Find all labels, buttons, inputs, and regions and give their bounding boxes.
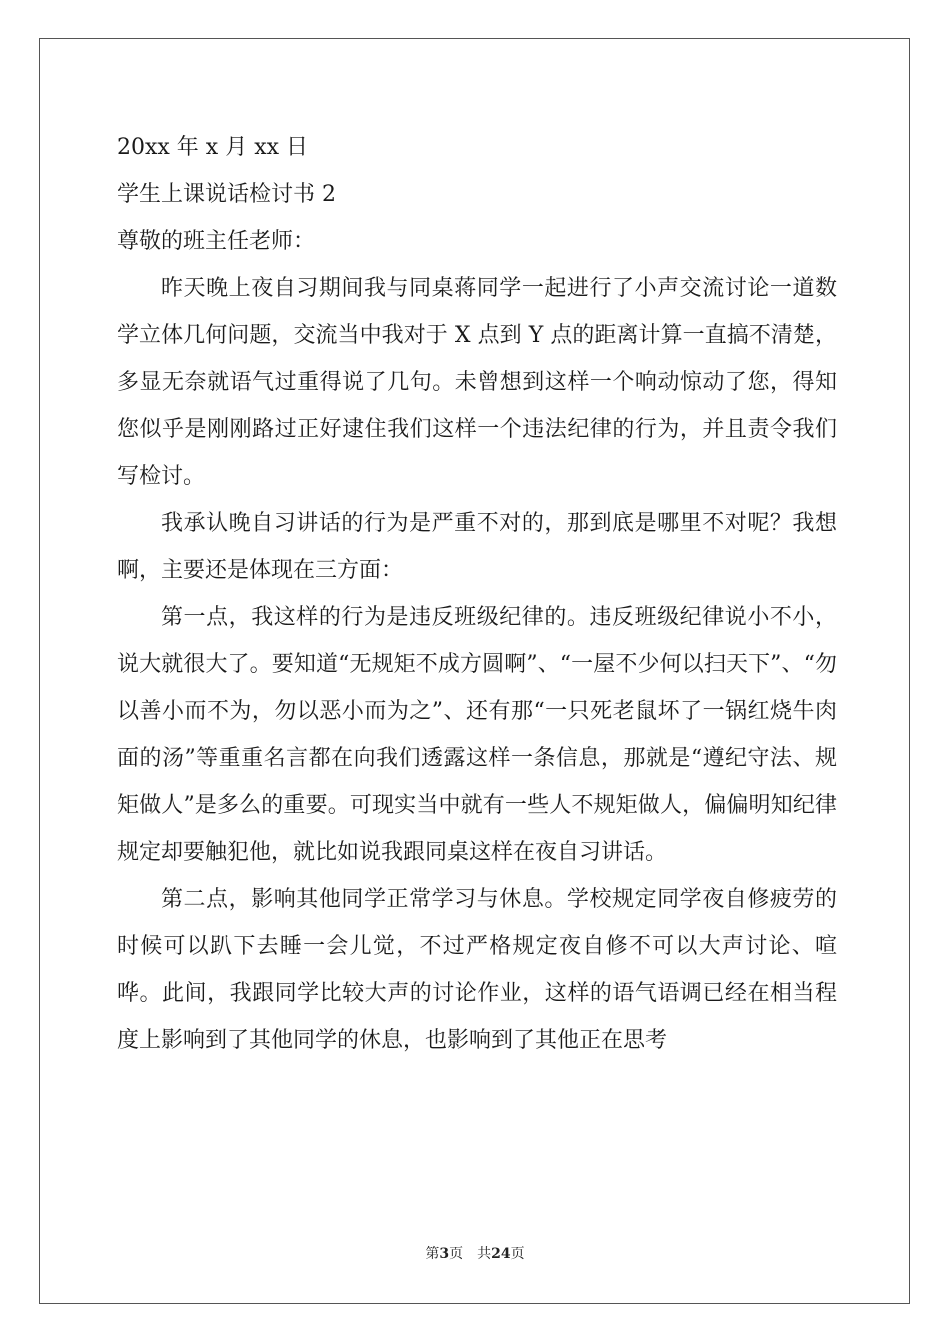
date-line: 20xx 年 x 月 xx 日 <box>117 135 308 160</box>
paragraph: 昨天晚上夜自习期间我与同桌蒋同学一起进行了小声交流讨论一道数学立体几何问题，交流当中我对于 X 点到 Y 点的距离计算一直搞不清楚，多显无奈就语气过重得说了几句。未曾想到这样一个响动惊动了您，得知您似乎是刚刚路过正好逮住我们这样一个违法纪律的行为，并且责令我们写检讨。 <box>117 276 837 489</box>
page-total: 24 <box>491 1246 511 1262</box>
page-unit: 页 <box>449 1246 464 1262</box>
page-prefix: 第 <box>425 1246 440 1262</box>
paragraph: 第一点，我这样的行为是违反班级纪律的。违反班级纪律说小不小，说大就很大了。要知道“无规矩不成方圆啊”、“一屋不少何以扫天下”、“勿以善小而不为，勿以恶小而为之”、还有那“一只死老鼠坏了一锅红烧牛肉面的汤”等重重名言都在向我们透露这样一条信息，那就是“遵纪守法、规矩做人”是多么的重要。可现实当中就有一些人不规矩做人，偏偏明知纪律规定却要触犯他，就比如说我跟同桌这样在夜自习讲话。 <box>117 605 837 865</box>
document-title: 学生上课说话检讨书 2 <box>117 182 336 207</box>
page-current: 3 <box>439 1246 450 1262</box>
page-footer <box>0 1244 950 1264</box>
paragraph: 我承认晚自习讲话的行为是严重不对的，那到底是哪里不对呢？我想啊，主要还是体现在三方面： <box>117 511 837 583</box>
paragraph: 第二点，影响其他同学正常学习与休息。学校规定同学夜自修疲劳的时候可以趴下去睡一会儿觉，不过严格规定夜自修不可以大声讨论、喧哗。此间，我跟同学比较大声的讨论作业，这样的语气语调已经在相当程度上影响到了其他同学的休息，也影响到了其他正在思考 <box>117 887 837 1053</box>
total-prefix: 共 <box>477 1246 492 1262</box>
salutation: 尊敬的班主任老师： <box>117 229 316 254</box>
total-unit: 页 <box>510 1246 525 1262</box>
document-body <box>117 124 837 1064</box>
